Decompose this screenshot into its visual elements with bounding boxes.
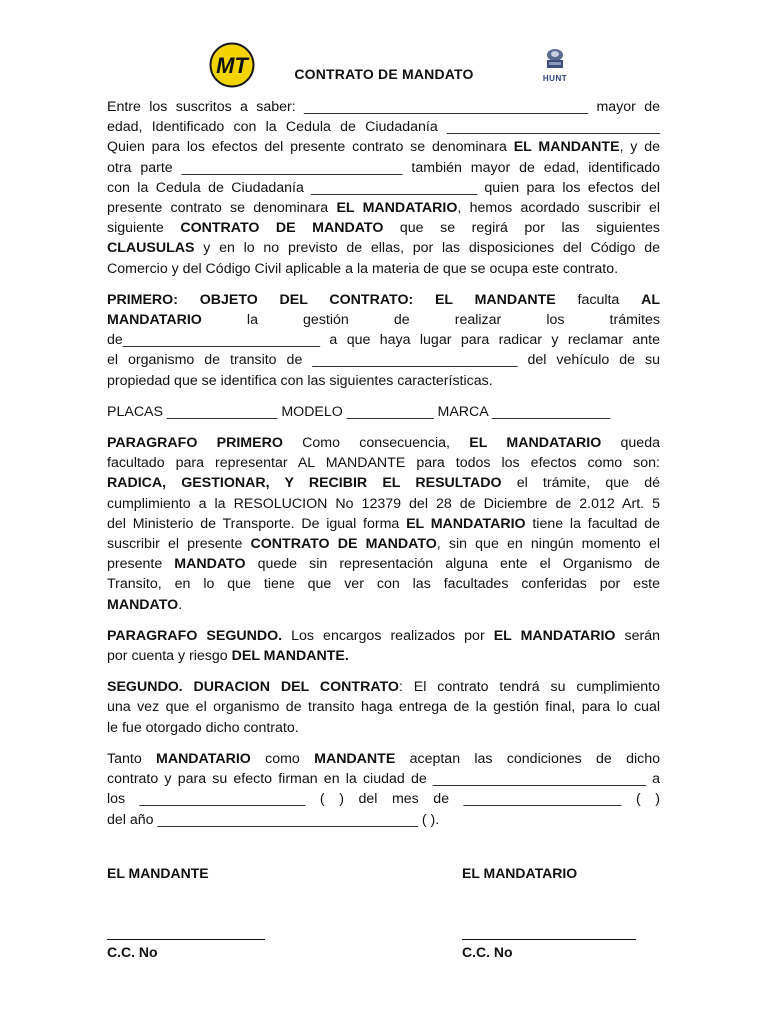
text-line bbox=[107, 749, 660, 769]
plain-text: Los encargos realizados por bbox=[282, 627, 494, 644]
text-line bbox=[107, 238, 660, 258]
plain-text: , sin que en ningún momento el bbox=[436, 536, 660, 553]
text-line bbox=[107, 574, 660, 594]
text-line bbox=[107, 371, 660, 391]
bold-text: PARAGRAFO PRIMERO bbox=[107, 435, 283, 452]
text-line bbox=[107, 494, 660, 514]
bold-text: SEGUNDO. DURACION DEL CONTRATO bbox=[107, 679, 399, 696]
bold-text: MANDATO bbox=[107, 596, 179, 613]
plain-text: edad, Identificado con la Cedula de Ciudadanía ___________________________ bbox=[107, 119, 660, 136]
plain-text: la gestión de realizar los trámites bbox=[201, 312, 660, 329]
text-line bbox=[107, 178, 660, 198]
plain-text: Entre los suscritos a saber: ____________________________________ mayor de bbox=[107, 99, 660, 115]
paragrafo-primero bbox=[107, 433, 660, 615]
vehicle-fields-line: PLACAS ______________ MODELO ___________ MARCA _______________ bbox=[107, 403, 611, 420]
signature-block-mandante bbox=[107, 865, 357, 960]
text-line bbox=[107, 117, 660, 137]
plain-text: que se regirá por las siguientes bbox=[383, 220, 661, 237]
bold-text: CONTRATO DE MANDATO bbox=[250, 536, 437, 553]
bold-text: MANDATARIO bbox=[156, 750, 251, 767]
text-line bbox=[107, 769, 660, 789]
plain-text: el organismo de transito de __________________________ del vehículo de su bbox=[107, 352, 660, 369]
text-line bbox=[107, 789, 660, 809]
text-line bbox=[107, 697, 660, 717]
plain-text: Comercio y del Código Civil aplicable a la materia de que se ocupa este contrato. bbox=[107, 260, 619, 277]
bold-text: MANDANTE bbox=[314, 750, 396, 767]
text-line bbox=[107, 290, 660, 310]
plain-text: contrato y para su efecto firman en la ciudad de ___________________________ a bbox=[107, 771, 660, 788]
plain-text: serán bbox=[615, 627, 660, 644]
clause-primero bbox=[107, 290, 660, 391]
cc-label-mandatario: C.C. No bbox=[462, 944, 513, 960]
contract-body bbox=[107, 97, 660, 841]
plain-text: otra parte ____________________________ también mayor de edad, identificado bbox=[107, 159, 660, 176]
plain-text: del año _________________________________ ( ). bbox=[107, 811, 440, 828]
plain-text: como bbox=[250, 750, 315, 767]
plain-text: una vez que el organismo de transito haga entrega de la gestión final, para lo cual bbox=[107, 699, 660, 716]
cc-label-mandante: C.C. No bbox=[107, 944, 158, 960]
text-line bbox=[107, 534, 660, 554]
clause-segundo bbox=[107, 677, 660, 738]
plain-text: , hemos acordado suscribir el bbox=[457, 200, 660, 217]
plain-text: Tanto bbox=[107, 750, 156, 767]
text-line bbox=[107, 473, 660, 493]
plain-text: de_________________________ a que haya lugar para radicar y reclamar ante bbox=[107, 332, 660, 349]
plain-text: presente bbox=[107, 556, 175, 573]
document-title: CONTRATO DE MANDATO bbox=[294, 66, 474, 82]
plain-text: Quien para los efectos del presente contrato se denominara bbox=[107, 139, 514, 156]
plain-text: el trámite, que dé bbox=[501, 475, 660, 492]
text-line bbox=[107, 330, 660, 350]
plain-text: queda bbox=[601, 435, 660, 452]
plain-text: , y de bbox=[619, 139, 660, 156]
plain-text: facultado para representar AL MANDANTE para todos los efectos como son: bbox=[107, 455, 660, 472]
plain-text: tiene la facultad de bbox=[525, 515, 661, 532]
text-line bbox=[107, 514, 660, 534]
text-line bbox=[107, 646, 660, 666]
plain-text: faculta bbox=[555, 291, 642, 308]
text-line bbox=[107, 677, 660, 697]
plain-text: cumplimiento a la RESOLUCION No 12379 del 28 de Diciembre de 2.012 Art. 5 bbox=[107, 495, 660, 512]
text-line bbox=[107, 137, 660, 157]
plain-text: y en lo no previsto de ellas, por las disposiciones del Código de bbox=[194, 240, 660, 257]
text-line bbox=[107, 453, 660, 473]
bold-text: EL MANDANTE bbox=[513, 139, 620, 156]
bold-text: MANDATARIO bbox=[107, 312, 202, 329]
text-line bbox=[107, 97, 660, 117]
plain-text: por cuenta y riesgo bbox=[107, 648, 232, 665]
plain-text: propiedad que se identifica con las siguientes características. bbox=[107, 372, 493, 389]
signature-line-mandante bbox=[107, 939, 265, 940]
bold-text: PARAGRAFO SEGUNDO. bbox=[107, 627, 283, 644]
text-line bbox=[107, 350, 660, 370]
text-line bbox=[107, 259, 660, 279]
plain-text: los _____________________ ( ) del mes de ____________________ ( ) bbox=[107, 791, 660, 808]
bold-text: EL MANDATARIO bbox=[406, 515, 526, 532]
plain-text: presente contrato se denominara bbox=[107, 200, 337, 217]
plain-text: del Ministerio de Transporte. De igual forma bbox=[107, 515, 407, 532]
signature-role-mandatario: EL MANDATARIO bbox=[462, 865, 578, 881]
text-line bbox=[107, 158, 660, 178]
plain-text: Transito, en lo que tiene que ver con las facultades conferidas por este bbox=[107, 576, 660, 593]
document-header bbox=[0, 42, 768, 102]
hunt-logo: HUNT bbox=[535, 46, 575, 90]
bold-text: EL MANDATARIO bbox=[336, 200, 458, 217]
text-line bbox=[107, 554, 660, 574]
text-line bbox=[107, 626, 660, 646]
text-line bbox=[107, 433, 660, 453]
plain-text: : El contrato tendrá su cumplimiento bbox=[398, 679, 660, 696]
bold-text: RADICA, GESTIONAR, Y RECIBIR EL RESULTADO bbox=[107, 475, 502, 492]
signature-line-mandatario bbox=[462, 939, 636, 940]
bold-text: EL MANDATARIO bbox=[469, 435, 602, 452]
text-line bbox=[107, 595, 660, 615]
bold-text: PRIMERO: OBJETO DEL CONTRATO: EL MANDANTE bbox=[107, 291, 556, 308]
bold-text: CLAUSULAS bbox=[107, 240, 195, 257]
signature-block-mandatario bbox=[462, 865, 712, 960]
plain-text: siguiente bbox=[107, 220, 181, 237]
closing-paragraph bbox=[107, 749, 660, 830]
paragrafo-segundo bbox=[107, 626, 660, 666]
plain-text: suscribir el presente bbox=[107, 536, 251, 553]
text-line bbox=[107, 198, 660, 218]
plain-text: con la Cedula de Ciudadanía _____________________ quien para los efectos del bbox=[107, 179, 660, 196]
bold-text: MANDATO bbox=[174, 556, 246, 573]
plain-text: le fue otorgado dicho contrato. bbox=[107, 719, 299, 736]
bold-text: AL bbox=[641, 291, 660, 308]
text-line bbox=[107, 310, 660, 330]
intro-paragraph bbox=[107, 97, 660, 279]
text-line bbox=[107, 218, 660, 238]
signature-role-mandante: EL MANDANTE bbox=[107, 865, 209, 881]
bold-text: DEL MANDANTE. bbox=[231, 648, 349, 665]
bold-text: EL MANDATARIO bbox=[493, 627, 616, 644]
text-line bbox=[107, 810, 660, 830]
plain-text: Como consecuencia, bbox=[282, 435, 470, 452]
text-line bbox=[107, 718, 660, 738]
plain-text: aceptan las condiciones de dicho bbox=[395, 750, 660, 767]
plain-text: . bbox=[178, 596, 183, 613]
bold-text: CONTRATO DE MANDATO bbox=[180, 220, 384, 237]
svg-text:MT: MT bbox=[216, 53, 248, 78]
plain-text: quede sin representación alguna ente el Organismo de bbox=[245, 556, 660, 573]
